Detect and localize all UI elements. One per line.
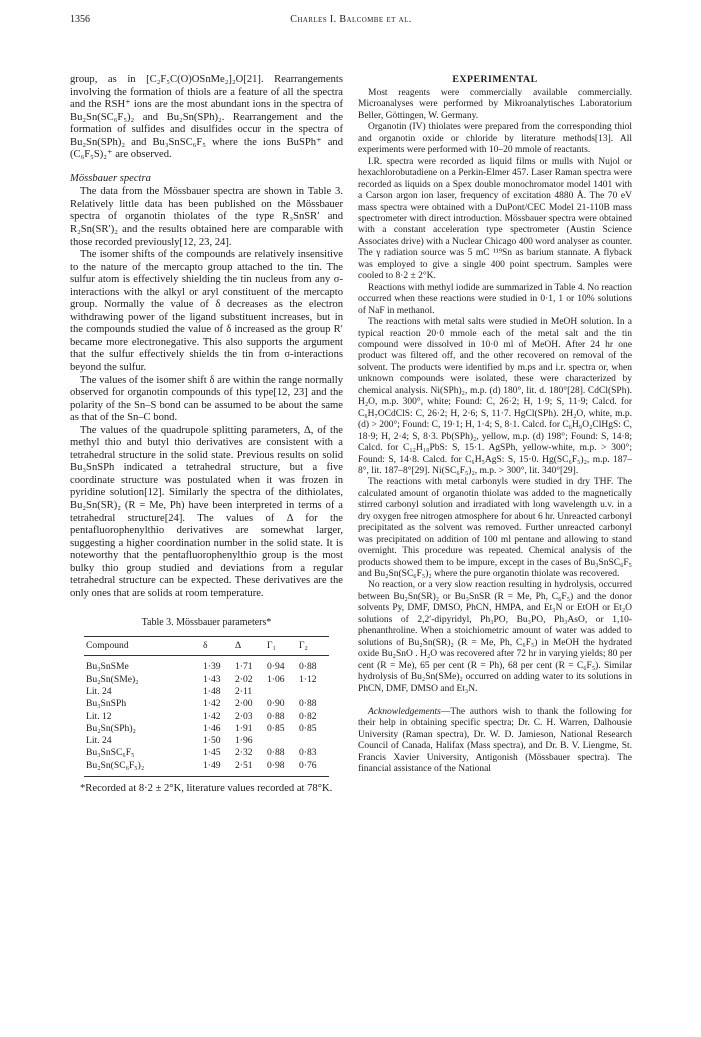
table-row [84, 698, 329, 710]
cell-quadrupole: 2·02 [235, 673, 253, 685]
paragraph-hydrolysis: No reaction, or a very slow reaction resulting in hydrolysis, occurred between Bu₂Sn(SR)₂ or Bu₃SnSR (R = Me, Ph, C₆F₅) and the donor solvents Py, DMF, DMSO, PhCN, HMPA, and Et₃N or EtOH or Et₂O solutions of 2,2′-dipyridyl, Ph₃PO, Bu₃PO, Ph₃AsO, or 1,10-phenanthroline. When a stoichiometric amount of water was added to solutions of Bu₂Sn(SR)₂ (R = Me, Ph, C₆F₅) in MeOH the hydrated oxide Bu₂SnO . H₂O was recovered after 72 hr in varying yields; 80 per cent (R = Me), 65 per cent (R = Ph), 68 per cent (R = C₆F₅). Similar hydrolysis of Bu₂Sn(SMe)₂ occurred on adding water to its solutions in PhCN, DMF, DMSO and Et₃N. [358, 580, 632, 694]
cell-quadrupole: 2·32 [235, 747, 253, 759]
col-gamma1: Γ₁ [265, 637, 297, 656]
table-row [84, 735, 329, 747]
acknowledgements-label: Acknowledgements [368, 707, 441, 718]
cell-compound: Bu₂Sn(SPh)₂ [86, 722, 136, 734]
paragraph-isomer-range: The values of the isomer shift δ are within the range normally observed for organotin compounds of this type[12, 23] and the polarity of the Sn–S bond can be assumed to be about the same as that of the Sn–C bond. [70, 374, 343, 424]
table-row [84, 723, 329, 735]
running-head: Charles I. Balcombe et al. [290, 14, 412, 25]
cell-quadrupole: 1·71 [235, 661, 253, 673]
acknowledgements [358, 707, 632, 776]
cell-gamma1: 0·88 [267, 747, 285, 759]
table-row [84, 686, 329, 698]
cell-delta: 1·42 [203, 710, 221, 722]
paragraph-reagents: Most reagents were commercially available commercially. Microanalyses were performed by Mikroanalytisches Laboratorium Beller, Göttingen, W. Germany. [358, 88, 632, 121]
cell-gamma2: 0·83 [299, 747, 317, 759]
table-row [84, 656, 329, 674]
cell-quadrupole: 1·91 [235, 722, 253, 734]
paragraph-metal-salts: The reactions with metal salts were studied in MeOH solution. In a typical reaction 20·0 mmole each of the metal salt and the tin compound were dissolved in 10·0 ml of MeOH. After 24 hr one product was filtered off, and the other recovered on removal of the solvent. The products were identified by m.ps and i.r. spectra or, when unknown compounds were isolated, these were characterized by chemical analysis. Ni(SPh)₂, m.p. (d) 180°, lit. d. 180°[28]. CdCl(SPh). H₂O, m.p. 300°, white; Found: C, 26·2; H, 1·9; S, 11·9; Calcd. for C₆H₇OCdClS: C, 26·2; H, 2·6; S, 11·7. HgCl(SPh). 2H₂O, white, m.p. (d) > 200°; Found: C, 19·1; H, 1·4; S, 8·1. Calcd. for C₆H₉O₂ClHgS: C, 18·9; H, 2·4; S, 8·3. Pb(SPh)₂, yellow, m.p. (d) 198°; Found: S, 14·8; Calcd. for C₁₂H₁₀PbS: S, 15·1. AgSPh, yellow-white, m.p. > 300°; Found: S, 14·8. Calcd. for C₆H₅AgS: S, 15·0. Hg(SC₆F₅)₂, m.p. 187–8°, lit. 187–8°[29]. Ni(SC₆F₅)₂, m.p. > 300°, lit. 340°[29]. [358, 317, 632, 476]
cell-delta: 1·43 [203, 673, 221, 685]
cell-delta: 1·46 [203, 722, 221, 734]
cell-gamma1: 0·90 [267, 698, 285, 710]
page-header [70, 14, 632, 30]
cell-quadrupole: 2·11 [235, 685, 253, 697]
cell-compound: Bu₃SnSC₆F₅ [86, 747, 135, 759]
cell-gamma1 [265, 735, 297, 747]
table-header-row [84, 637, 329, 656]
cell-quadrupole: 2·00 [235, 698, 253, 710]
cell-gamma2 [297, 686, 329, 698]
cell-quadrupole: 1·96 [235, 735, 253, 747]
cell-gamma1: 0·94 [267, 661, 285, 673]
cell-gamma2: 0·76 [297, 760, 329, 777]
acknowledgements-text: —The authors wish to thank the following for their help in obtaining specific spectra; Dr. C. H. Warren, Dalhousie University (Raman spectra), Dr. W. D. Jamieson, National Research Council of Canada, Halifax (Mass spectra), and Dr. B. V. Liengme, St. Francis Xavier University, Antigonish (Mössbauer spectra). The financial assistance of the National [358, 707, 632, 775]
table-row [84, 711, 329, 723]
cell-compound: Bu₂Sn(SC₆F₅)₂ [84, 760, 201, 777]
cell-quadrupole: 2·51 [233, 760, 265, 777]
cell-gamma1: 0·98 [265, 760, 297, 777]
right-column [358, 74, 632, 776]
paragraph-rearrangements: group, as in [C₂F₅C(O)OSnMe₂]₂O[21]. Rearrangements involving the formation of thiols are a feature of all the spectra and the RSH⁺ ions are the most abundant ions in the spectra of Bu₂Sn(SC₆F₅)₂ and Bu₂Sn(SPh)₂. Rearrangement and the formation of sulfides and disulfides occur in the spectra of Bu₂Sn(SPh)₂ and Bu₃SnSC₆F₅ where the ions BuSPh⁺ and (C₆F₅S)₂⁺ are observed. [70, 74, 343, 161]
cell-quadrupole: 2·03 [235, 710, 253, 722]
paragraph-quadrupole: The values of the quadrupole splitting parameters, Δ, of the methyl thio and butyl thio derivatives are consistent with a tetrahedral structure in the solid state. Previous results on solid Bu₃SnSPh indicated a tetrahedral structure, but a five coordinate structure was postulated when it was frozen in pyridine solution[12]. Similarly the spectra of the dithiolates, Bu₂Sn(SR)₂ (R = Me, Ph) have been interpreted in terms of a tetrahedral structure[24]. The values of Δ for the pentafluorophenylthio derivatives are somewhat larger, suggesting a higher coordination number in the solid state. It is noteworthy that the pentafluorophenylthio group is the most bulky thio group studied and deviations from a regular tetrahedral structure can be expected. These derivatives are the only ones that are solids at room temperature. [70, 424, 343, 599]
table-row [84, 747, 329, 759]
cell-gamma2: 0·88 [299, 698, 317, 710]
cell-compound: Lit. 12 [86, 710, 112, 722]
table-caption: Table 3. Mössbauer parameters* [141, 617, 272, 629]
cell-gamma2: 1·12 [299, 673, 317, 685]
paragraph-spectra: I.R. spectra were recorded as liquid films or mulls with Nujol or hexachlorobutadiene on a Perkin-Elmer 457. Laser Raman spectra were recorded as liquids on a Spex double monochromator model 1401 with a Carson argon ion laser, frequency of excitation 4880 Å. The 70 eV mass spectra were obtained with a DuPont/CEC Model 21-110B mass spectrometer with direct introduction. Mössbauer spectra were obtained with a constant acceleration type spectrometer (Austin Science Associates drive) with a Nuclear Chicago 400 word analyser as counter. The γ radiation source was 5 mC ¹¹⁹Sn as barium stannate. A flyback was employed to give a single 400 point spectrum. Samples were cooled to 8·2 ± 2°K. [358, 156, 632, 282]
paragraph-thiolate-prep: Organotin (IV) thiolates were prepared from the corresponding thiol and organotin oxide or chloride by literature methods[13]. All experiments were performed with 10–20 mmole of reactants. [358, 122, 632, 156]
cell-gamma1: 0·85 [267, 722, 285, 734]
cell-gamma2: 0·85 [299, 722, 317, 734]
cell-compound: Lit. 24 [86, 685, 112, 697]
cell-compound: Bu₃SnSMe [86, 661, 129, 673]
cell-delta: 1·48 [203, 685, 221, 697]
cell-gamma2: 0·88 [299, 661, 317, 673]
cell-delta: 1·42 [203, 698, 221, 710]
table-footnote: *Recorded at 8·2 ± 2°K, literature values recorded at 78°K. [80, 783, 333, 795]
section-heading-experimental: EXPERIMENTAL [452, 74, 538, 85]
cell-gamma1: 1·06 [267, 673, 285, 685]
paragraph-metal-carbonyls: The reactions with metal carbonyls were studied in dry THF. The calculated amount of organotin thiolate was added to the magnetically stirred carbonyl solution and irradiated with long wavelength u.v. in a dry oxygen free nitrogen atmosphere for about 6 hr. Unreacted carbonyl precipitated as the solvent was removed. Further unreacted carbonyl was precipitated on addition of 100 ml pentane and allowing to stand overnight. This procedure was repeated. Chemical analysis of the products showed them to be impure, except in the cases of Bu₃SnSC₆F₅ and Bu₂Sn(SC₆F₅)₂ where the pure organotin thiolate was recovered. [358, 477, 632, 580]
paragraph-isomer-shifts: The isomer shifts of the compounds are relatively insensitive to the nature of the mercapto group attached to the tin. The sulfur atom is effectively shielding the tin nucleus from any σ-interactions with the alkyl or aryl constituent of the mercapto group. Normally the value of δ decreases as the electron withdrawing power of the ligand substituent increases, but in the compounds studied the value of δ increased as the group R′ became more electronegative. This also supports the argument that the sulfur effectively shields the tin from σ-interactions beyond the sulfur. [70, 249, 343, 373]
col-quadrupole: Δ [233, 637, 265, 656]
mossbauer-table [84, 636, 329, 777]
section-heading-mossbauer: Mössbauer spectra [70, 172, 151, 184]
col-delta: δ [201, 637, 233, 656]
cell-compound: Bu₃SnSPh [86, 698, 127, 710]
col-gamma2: Γ₂ [297, 637, 329, 656]
col-compound: Compound [84, 637, 201, 656]
cell-delta: 1·45 [203, 747, 221, 759]
cell-gamma1: 0·88 [267, 710, 285, 722]
paragraph-methyl-iodide: Reactions with methyl iodide are summarized in Table 4. No reaction occurred when these reactions were studied in 0·1, 1 or 10% solutions of NaF in methanol. [358, 282, 632, 316]
cell-gamma2: 0·82 [299, 710, 317, 722]
cell-compound: Bu₂Sn(SMe)₂ [86, 673, 139, 685]
left-column [70, 74, 343, 796]
paragraph-mossbauer-data: The data from the Mössbauer spectra are shown in Table 3. Relatively little data has been published on the Mössbauer spectra of organotin thiolates of the type R₃SnSR′ and R₂Sn(SR′)₂ and the results obtained here are comparable with those recorded previously[12, 23, 24]. [70, 186, 343, 248]
cell-gamma1 [265, 686, 297, 698]
table-row [84, 674, 329, 686]
cell-delta: 1·39 [203, 661, 221, 673]
cell-gamma2 [297, 735, 329, 747]
cell-delta: 1·49 [201, 760, 233, 777]
table-row [84, 760, 329, 777]
cell-delta: 1·50 [203, 735, 221, 747]
cell-compound: Lit. 24 [86, 735, 112, 747]
page-number: 1356 [70, 14, 90, 25]
